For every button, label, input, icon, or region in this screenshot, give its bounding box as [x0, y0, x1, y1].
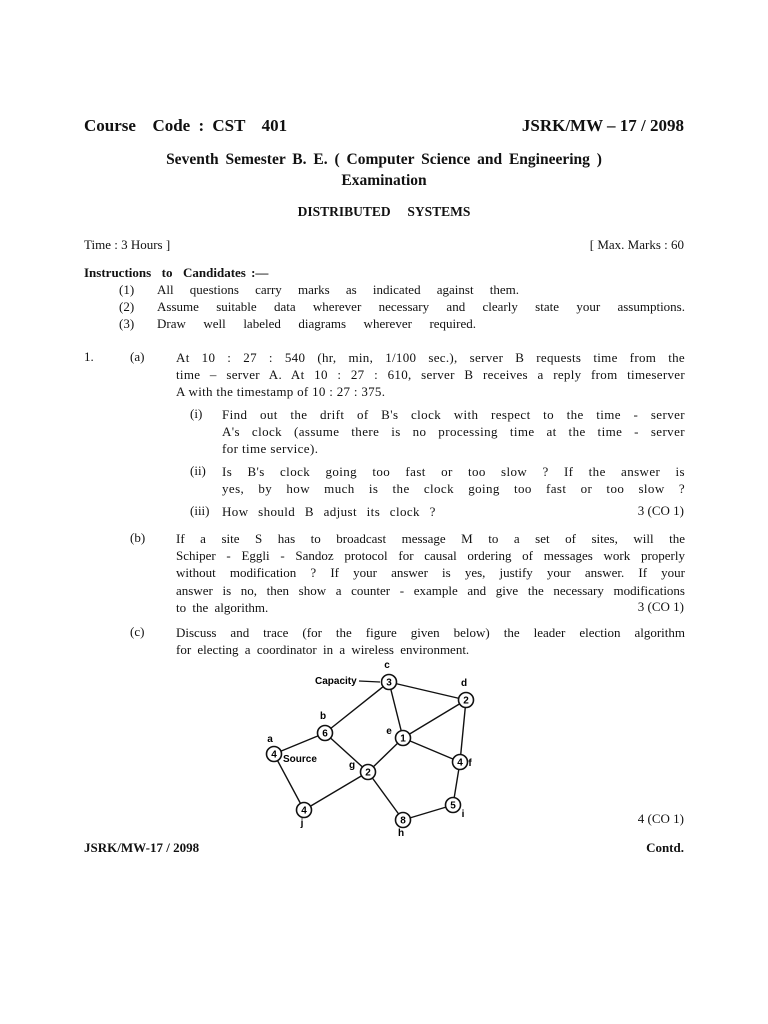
graph-edge-b-g	[325, 733, 368, 772]
question-text-line: without modification ? If your answer is yes, justify your answer. If your	[176, 565, 685, 580]
graph-node-capacity: 8	[400, 815, 406, 827]
network-graph-figure	[250, 658, 510, 842]
question-part-label: (b)	[130, 530, 146, 545]
question-part-label: (c)	[130, 624, 145, 639]
capacity-label: Capacity	[315, 676, 357, 687]
instruction-number: (1)	[119, 282, 135, 297]
graph-node-capacity: 5	[450, 800, 456, 812]
graph-node-capacity: 3	[386, 677, 392, 689]
graph-edge-e-d	[403, 700, 466, 738]
exam-title-line2: Examination	[341, 172, 427, 189]
graph-edge-j-g	[304, 772, 368, 810]
marks-label: 4 (CO 1)	[637, 811, 684, 826]
question-text-line: answer is no, then show a counter - example and give the necessary modifications	[176, 583, 685, 598]
exam-title: Seventh Semester B. E. ( Computer Science and Engineering )	[166, 151, 602, 168]
graph-node-capacity: 4	[301, 805, 307, 817]
course-code: Course Code : CST 401	[84, 116, 288, 135]
graph-node-capacity: 4	[457, 757, 463, 769]
instruction-text: Draw well labeled diagrams wherever required.	[157, 316, 476, 331]
question-text-line: Schiper - Eggli - Sandoz protocol for causal ordering of messages work properly	[176, 548, 685, 563]
marks-label: 3 (CO 1)	[637, 503, 684, 518]
graph-edge-g-h	[368, 772, 403, 820]
instruction-text: Assume suitable data wherever necessary and clearly state your assumptions.	[157, 299, 685, 314]
graph-node-id-label: e	[386, 726, 392, 737]
graph-node-id-label: d	[460, 678, 468, 689]
graph-node-id-label: g	[348, 760, 356, 771]
instruction-number: (2)	[119, 299, 135, 314]
source-label: Source	[283, 754, 317, 765]
subject-title: DISTRIBUTED SYSTEMS	[297, 204, 471, 219]
graph-node-id-label: i	[461, 809, 465, 820]
sub-question-line: A's clock (assume there is no processing time at the time - server	[222, 424, 685, 439]
capacity-pointer	[359, 681, 380, 682]
sub-question-number: (i)	[190, 406, 203, 421]
time-allowed: Time : 3 Hours ]	[84, 237, 171, 252]
graph-edge-b-c	[325, 682, 389, 733]
question-text-line: Discuss and trace (for the figure given below) the leader election algorithm	[176, 625, 685, 640]
graph-node-id-label: a	[267, 734, 273, 745]
question-text-line: A with the timestamp of 10 : 27 : 375.	[176, 384, 386, 399]
graph-node-capacity: 2	[463, 695, 469, 707]
graph-node-capacity: 2	[365, 767, 371, 779]
sub-question-line: for time service).	[222, 441, 319, 456]
graph-node-id-label: h	[397, 828, 405, 839]
sub-question-line: How should B adjust its clock ?	[222, 504, 436, 519]
question-text-line: At 10 : 27 : 540 (hr, min, 1/100 sec.), server B requests time from the	[176, 350, 685, 365]
graph-edge-e-f	[403, 738, 460, 762]
question-text-line: for electing a coordinator in a wireless environment.	[176, 642, 470, 657]
continued-label: Contd.	[646, 840, 684, 855]
question-text-line: time – server A. At 10 : 27 : 610, server B receives a reply from timeserver	[176, 367, 685, 382]
graph-edge-c-d	[389, 682, 466, 700]
graph-node-id-label: j	[300, 818, 304, 829]
sub-question-line: Is B's clock going too fast or too slow ? If the answer is	[222, 464, 685, 479]
question-text-line: to the algorithm.	[176, 600, 269, 615]
graph-node-capacity: 6	[322, 728, 328, 740]
max-marks: [ Max. Marks : 60	[589, 237, 684, 252]
question-number: 1.	[84, 349, 94, 364]
sub-question-number: (ii)	[190, 463, 206, 478]
graph-node-capacity: 1	[400, 733, 406, 745]
paper-code: JSRK/MW – 17 / 2098	[521, 116, 684, 135]
sub-question-line: yes, by how much is the clock going too fast or too slow ?	[222, 481, 685, 496]
graph-node-id-label: b	[319, 711, 327, 722]
graph-node-capacity: 4	[271, 749, 277, 761]
instruction-number: (3)	[119, 316, 135, 331]
sub-question-number: (iii)	[190, 503, 210, 518]
question-part-label: (a)	[130, 349, 145, 364]
instructions-heading: Instructions to Candidates :—	[84, 265, 269, 280]
question-text-line: If a site S has to broadcast message M to a set of sites, will the	[176, 531, 685, 546]
sub-question-line: Find out the drift of B's clock with respect to the time - server	[222, 407, 685, 422]
footer-paper-code: JSRK/MW-17 / 2098	[84, 840, 200, 855]
graph-node-id-label: c	[384, 660, 390, 671]
graph-edge-d-f	[460, 700, 466, 762]
graph-node-id-label: f	[468, 758, 472, 769]
marks-label: 3 (CO 1)	[637, 599, 684, 614]
instruction-text: All questions carry marks as indicated against them.	[157, 282, 519, 297]
